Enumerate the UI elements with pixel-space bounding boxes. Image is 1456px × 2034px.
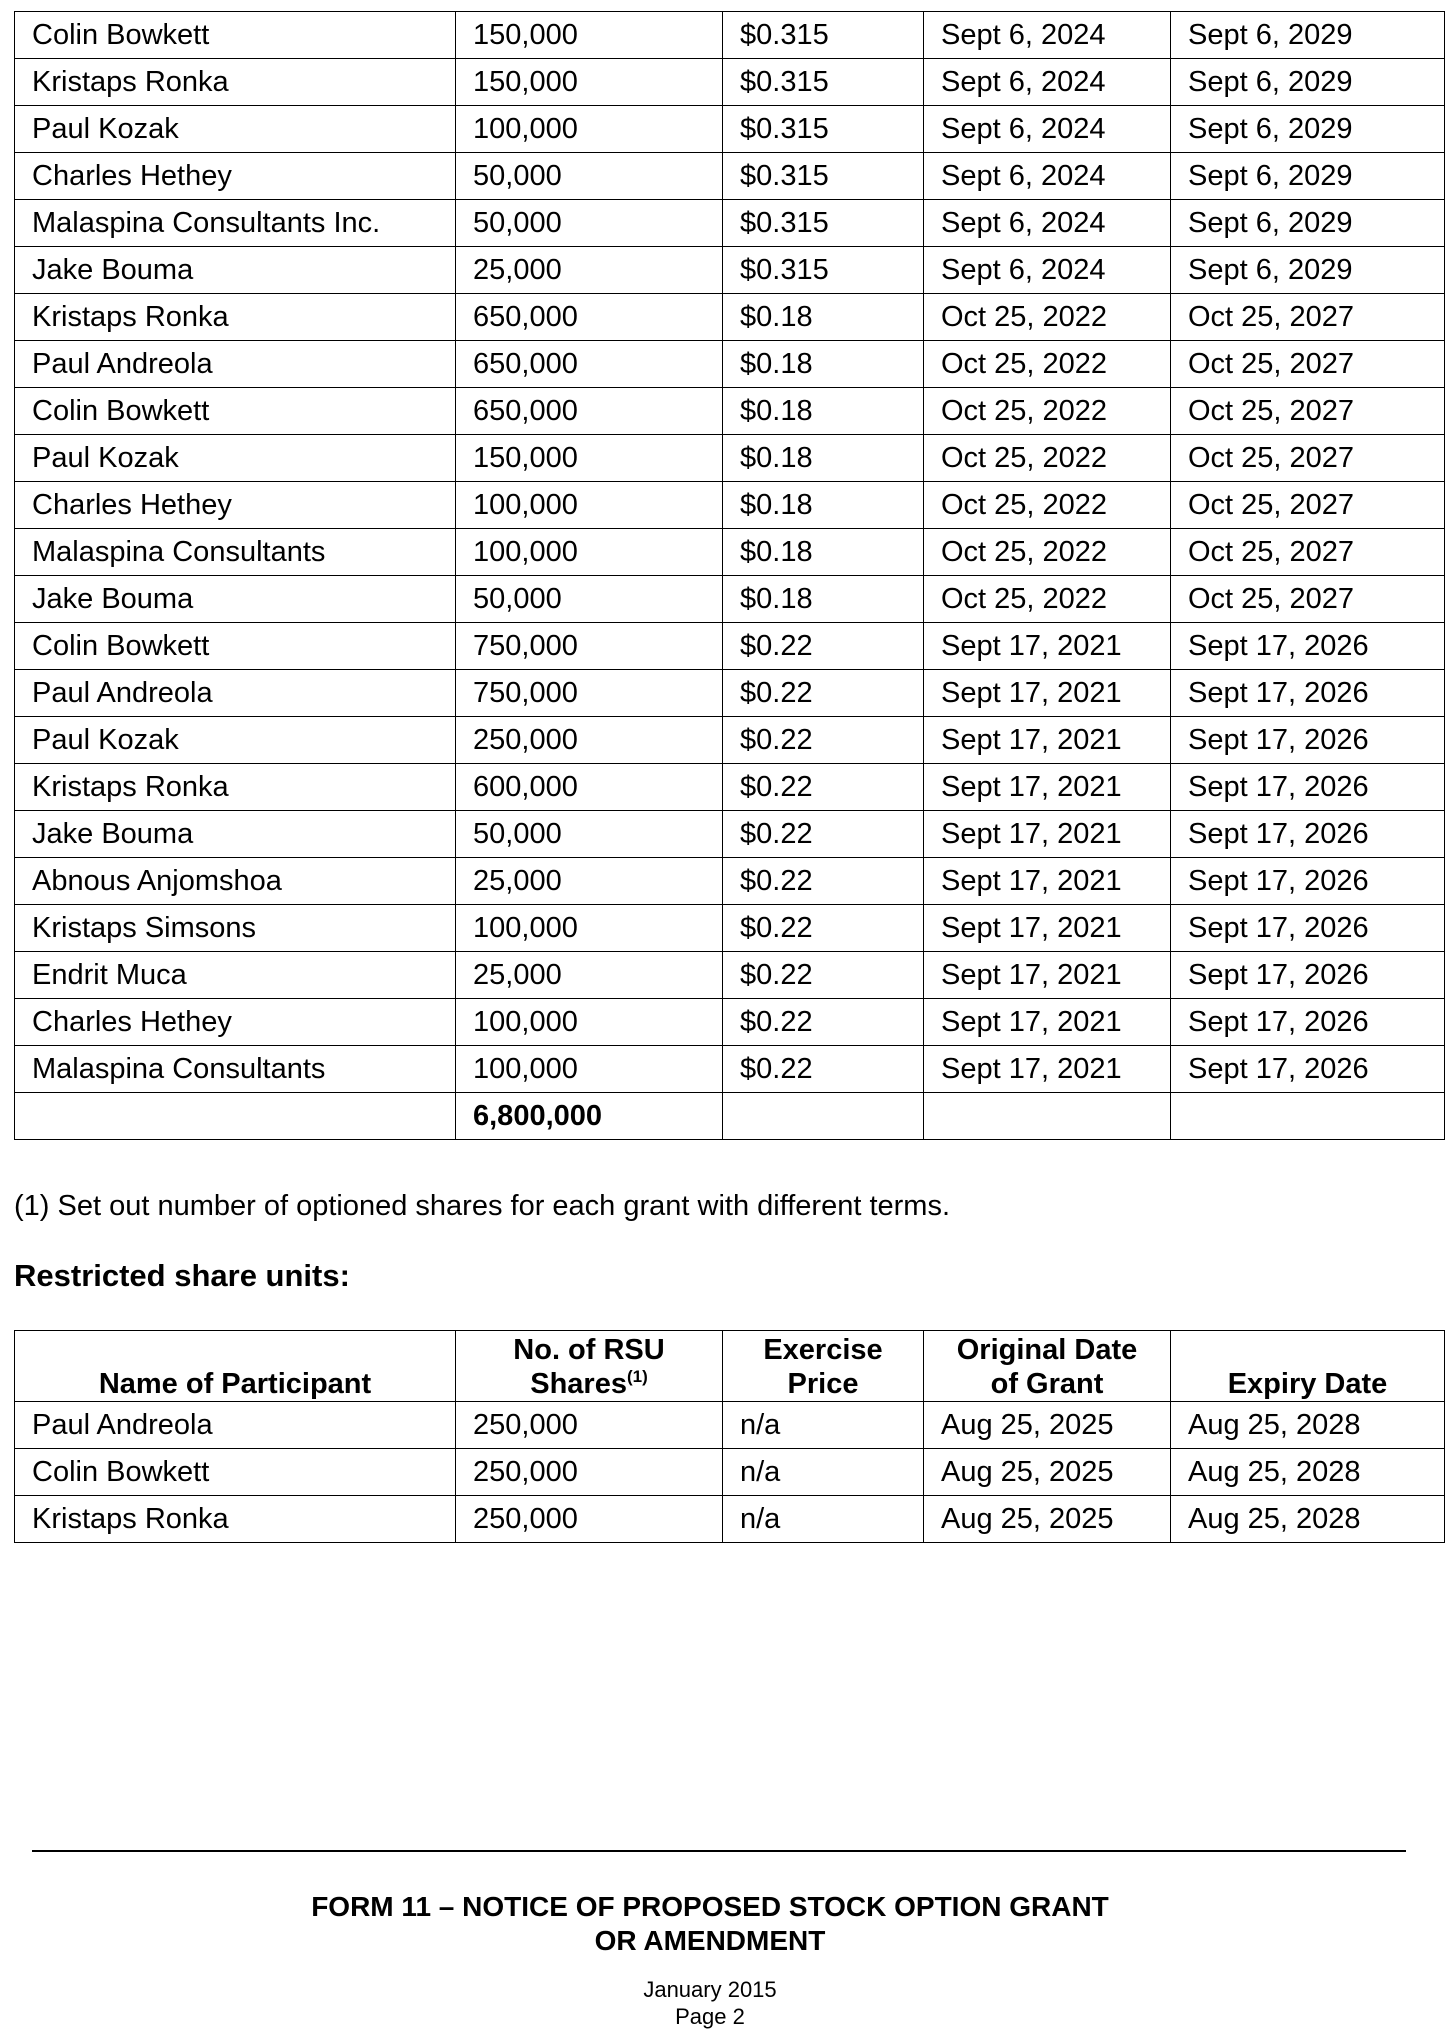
grant-date-cell: Sept 17, 2021 — [924, 1046, 1171, 1093]
grant-date-cell: Sept 17, 2021 — [924, 764, 1171, 811]
exercise-price-cell: $0.18 — [723, 341, 924, 388]
grant-date-cell: Sept 6, 2024 — [924, 59, 1171, 106]
grant-date-cell: Aug 25, 2025 — [924, 1449, 1171, 1496]
shares-cell: 50,000 — [456, 153, 723, 200]
exercise-price-cell: $0.315 — [723, 247, 924, 294]
expiry-date-cell: Sept 17, 2026 — [1171, 811, 1445, 858]
participant-name-cell: Malaspina Consultants — [15, 1046, 456, 1093]
participant-name-cell: Jake Bouma — [15, 247, 456, 294]
stock-options-table — [14, 11, 1445, 1140]
expiry-date-cell: Sept 17, 2026 — [1171, 717, 1445, 764]
grant-date-cell: Oct 25, 2022 — [924, 341, 1171, 388]
grant-date-cell: Aug 25, 2025 — [924, 1402, 1171, 1449]
shares-cell: 150,000 — [456, 12, 723, 59]
header-exercise-price: Exercise Price — [723, 1331, 924, 1402]
participant-name-cell: Kristaps Ronka — [15, 1496, 456, 1543]
stock-options-table-body — [15, 12, 1445, 1140]
expiry-date-cell: Sept 17, 2026 — [1171, 999, 1445, 1046]
table-row — [15, 623, 1445, 670]
grant-date-cell: Oct 25, 2022 — [924, 388, 1171, 435]
expiry-date-cell: Sept 6, 2029 — [1171, 12, 1445, 59]
expiry-date-cell: Oct 25, 2027 — [1171, 576, 1445, 623]
expiry-date-cell: Sept 6, 2029 — [1171, 247, 1445, 294]
table-row — [15, 764, 1445, 811]
grant-date-cell: Oct 25, 2022 — [924, 576, 1171, 623]
form-title — [0, 1890, 1420, 1958]
participant-name-cell: Colin Bowkett — [15, 388, 456, 435]
expiry-date-cell: Sept 17, 2026 — [1171, 952, 1445, 999]
exercise-price-cell: $0.315 — [723, 153, 924, 200]
table-row — [15, 576, 1445, 623]
participant-name-cell: Malaspina Consultants — [15, 529, 456, 576]
participant-name-cell: Paul Andreola — [15, 670, 456, 717]
table-row — [15, 1402, 1445, 1449]
expiry-date-cell: Oct 25, 2027 — [1171, 294, 1445, 341]
table-row — [15, 341, 1445, 388]
expiry-date-cell: Oct 25, 2027 — [1171, 482, 1445, 529]
participant-name-cell: Paul Andreola — [15, 1402, 456, 1449]
rsu-table — [14, 1330, 1445, 1543]
grant-date-cell: Sept 6, 2024 — [924, 247, 1171, 294]
grant-date-cell: Oct 25, 2022 — [924, 435, 1171, 482]
shares-cell: 650,000 — [456, 341, 723, 388]
exercise-price-cell: $0.22 — [723, 1046, 924, 1093]
shares-cell: 100,000 — [456, 482, 723, 529]
shares-cell: 250,000 — [456, 1496, 723, 1543]
participant-name-cell: Kristaps Ronka — [15, 764, 456, 811]
shares-cell: 100,000 — [456, 1046, 723, 1093]
exercise-price-cell: $0.315 — [723, 59, 924, 106]
grant-date-cell: Sept 17, 2021 — [924, 717, 1171, 764]
participant-name-cell: Colin Bowkett — [15, 623, 456, 670]
table-row — [15, 811, 1445, 858]
exercise-price-cell: $0.22 — [723, 717, 924, 764]
table-row — [15, 388, 1445, 435]
participant-name-cell: Charles Hethey — [15, 999, 456, 1046]
header-expiry-date: Expiry Date — [1171, 1331, 1445, 1402]
table-row — [15, 1496, 1445, 1543]
form-title-line-2: OR AMENDMENT — [594, 1925, 826, 1956]
table-row — [15, 1449, 1445, 1496]
rsu-header-row — [15, 1331, 1445, 1402]
expiry-date-cell: Sept 6, 2029 — [1171, 106, 1445, 153]
shares-cell: 150,000 — [456, 435, 723, 482]
shares-cell: 750,000 — [456, 623, 723, 670]
footnote-marker: (1) — [626, 1367, 648, 1386]
rsu-table-header — [15, 1331, 1445, 1402]
participant-name-cell: Abnous Anjomshoa — [15, 858, 456, 905]
participant-name-cell: Colin Bowkett — [15, 12, 456, 59]
form-date: January 2015 — [643, 1977, 777, 2002]
grant-date-cell: Sept 17, 2021 — [924, 811, 1171, 858]
total-row — [15, 1093, 1445, 1140]
expiry-date-cell: Sept 17, 2026 — [1171, 764, 1445, 811]
shares-cell: 25,000 — [456, 247, 723, 294]
expiry-date-cell: Sept 17, 2026 — [1171, 670, 1445, 717]
expiry-date-cell: Aug 25, 2028 — [1171, 1449, 1445, 1496]
shares-cell: 250,000 — [456, 1402, 723, 1449]
page-number: Page 2 — [675, 2004, 745, 2029]
exercise-price-cell: $0.22 — [723, 999, 924, 1046]
table-row — [15, 153, 1445, 200]
shares-cell: 600,000 — [456, 764, 723, 811]
shares-cell: 100,000 — [456, 106, 723, 153]
footer-divider — [32, 1850, 1406, 1852]
expiry-date-cell: Sept 6, 2029 — [1171, 153, 1445, 200]
expiry-date-cell: Oct 25, 2027 — [1171, 341, 1445, 388]
exercise-price-cell: n/a — [723, 1402, 924, 1449]
participant-name-cell: Jake Bouma — [15, 811, 456, 858]
exercise-price-cell: $0.22 — [723, 623, 924, 670]
exercise-price-cell: n/a — [723, 1449, 924, 1496]
rsu-section-heading: Restricted share units: — [14, 1258, 350, 1293]
exercise-price-cell: $0.18 — [723, 435, 924, 482]
empty-cell — [924, 1093, 1171, 1140]
table-row — [15, 435, 1445, 482]
participant-name-cell: Endrit Muca — [15, 952, 456, 999]
exercise-price-cell: $0.22 — [723, 858, 924, 905]
table-row — [15, 670, 1445, 717]
shares-cell: 250,000 — [456, 717, 723, 764]
expiry-date-cell: Oct 25, 2027 — [1171, 529, 1445, 576]
expiry-date-cell: Sept 17, 2026 — [1171, 858, 1445, 905]
exercise-price-cell: $0.22 — [723, 764, 924, 811]
table-row — [15, 529, 1445, 576]
shares-cell: 50,000 — [456, 200, 723, 247]
grant-date-cell: Sept 6, 2024 — [924, 12, 1171, 59]
table-row — [15, 717, 1445, 764]
table-row — [15, 12, 1445, 59]
participant-name-cell: Charles Hethey — [15, 482, 456, 529]
expiry-date-cell: Sept 17, 2026 — [1171, 623, 1445, 670]
participant-name-cell: Paul Andreola — [15, 341, 456, 388]
exercise-price-cell: $0.18 — [723, 294, 924, 341]
expiry-date-cell: Aug 25, 2028 — [1171, 1402, 1445, 1449]
exercise-price-cell: $0.18 — [723, 482, 924, 529]
exercise-price-cell: $0.315 — [723, 12, 924, 59]
expiry-date-cell: Oct 25, 2027 — [1171, 435, 1445, 482]
shares-cell: 650,000 — [456, 388, 723, 435]
table-row — [15, 858, 1445, 905]
grant-date-cell: Sept 17, 2021 — [924, 952, 1171, 999]
table-row — [15, 482, 1445, 529]
participant-name-cell: Charles Hethey — [15, 153, 456, 200]
participant-name-cell: Kristaps Ronka — [15, 59, 456, 106]
empty-cell — [723, 1093, 924, 1140]
participant-name-cell: Colin Bowkett — [15, 1449, 456, 1496]
total-shares-cell: 6,800,000 — [456, 1093, 723, 1140]
table-row — [15, 200, 1445, 247]
shares-cell: 50,000 — [456, 576, 723, 623]
exercise-price-cell: $0.315 — [723, 106, 924, 153]
table-row — [15, 247, 1445, 294]
shares-cell: 650,000 — [456, 294, 723, 341]
table-row — [15, 294, 1445, 341]
expiry-date-cell: Sept 17, 2026 — [1171, 1046, 1445, 1093]
exercise-price-cell: $0.18 — [723, 529, 924, 576]
grant-date-cell: Sept 17, 2021 — [924, 623, 1171, 670]
participant-name-cell: Kristaps Ronka — [15, 294, 456, 341]
header-original-date-of-grant: Original Date of Grant — [924, 1331, 1171, 1402]
table-row — [15, 952, 1445, 999]
participant-name-cell: Malaspina Consultants Inc. — [15, 200, 456, 247]
table-row — [15, 106, 1445, 153]
header-no-of-rsu-shares: No. of RSU Shares$^{(1)}$ — [456, 1331, 723, 1402]
shares-cell: 250,000 — [456, 1449, 723, 1496]
participant-name-cell: Jake Bouma — [15, 576, 456, 623]
exercise-price-cell: $0.22 — [723, 811, 924, 858]
expiry-date-cell: Sept 6, 2029 — [1171, 200, 1445, 247]
grant-date-cell: Sept 17, 2021 — [924, 999, 1171, 1046]
exercise-price-cell: $0.18 — [723, 388, 924, 435]
grant-date-cell: Aug 25, 2025 — [924, 1496, 1171, 1543]
header-name-of-participant: Name of Participant — [15, 1331, 456, 1402]
grant-date-cell: Oct 25, 2022 — [924, 529, 1171, 576]
exercise-price-cell: $0.315 — [723, 200, 924, 247]
grant-date-cell: Sept 6, 2024 — [924, 153, 1171, 200]
grant-date-cell: Oct 25, 2022 — [924, 294, 1171, 341]
exercise-price-cell: $0.22 — [723, 670, 924, 717]
participant-name-cell: Paul Kozak — [15, 435, 456, 482]
shares-cell: 100,000 — [456, 905, 723, 952]
table-row — [15, 999, 1445, 1046]
shares-cell: 50,000 — [456, 811, 723, 858]
shares-cell: 25,000 — [456, 858, 723, 905]
grant-date-cell: Sept 6, 2024 — [924, 200, 1171, 247]
shares-cell: 100,000 — [456, 999, 723, 1046]
table-row — [15, 1046, 1445, 1093]
footnote: (1) Set out number of optioned shares for each grant with different terms. — [14, 1190, 951, 1222]
expiry-date-cell: Aug 25, 2028 — [1171, 1496, 1445, 1543]
shares-cell: 100,000 — [456, 529, 723, 576]
empty-cell — [15, 1093, 456, 1140]
shares-cell: 150,000 — [456, 59, 723, 106]
rsu-table-body — [15, 1402, 1445, 1543]
grant-date-cell: Sept 17, 2021 — [924, 858, 1171, 905]
form-title-line-1: FORM 11 – NOTICE OF PROPOSED STOCK OPTION GRANT — [311, 1891, 1109, 1922]
table-row — [15, 905, 1445, 952]
expiry-date-cell: Sept 17, 2026 — [1171, 905, 1445, 952]
participant-name-cell: Kristaps Simsons — [15, 905, 456, 952]
participant-name-cell: Paul Kozak — [15, 717, 456, 764]
grant-date-cell: Oct 25, 2022 — [924, 482, 1171, 529]
grant-date-cell: Sept 6, 2024 — [924, 106, 1171, 153]
shares-cell: 25,000 — [456, 952, 723, 999]
shares-cell: 750,000 — [456, 670, 723, 717]
participant-name-cell: Paul Kozak — [15, 106, 456, 153]
table-row — [15, 59, 1445, 106]
grant-date-cell: Sept 17, 2021 — [924, 905, 1171, 952]
exercise-price-cell: $0.22 — [723, 952, 924, 999]
exercise-price-cell: n/a — [723, 1496, 924, 1543]
expiry-date-cell: Oct 25, 2027 — [1171, 388, 1445, 435]
exercise-price-cell: $0.18 — [723, 576, 924, 623]
expiry-date-cell: Sept 6, 2029 — [1171, 59, 1445, 106]
exercise-price-cell: $0.22 — [723, 905, 924, 952]
empty-cell — [1171, 1093, 1445, 1140]
grant-date-cell: Sept 17, 2021 — [924, 670, 1171, 717]
